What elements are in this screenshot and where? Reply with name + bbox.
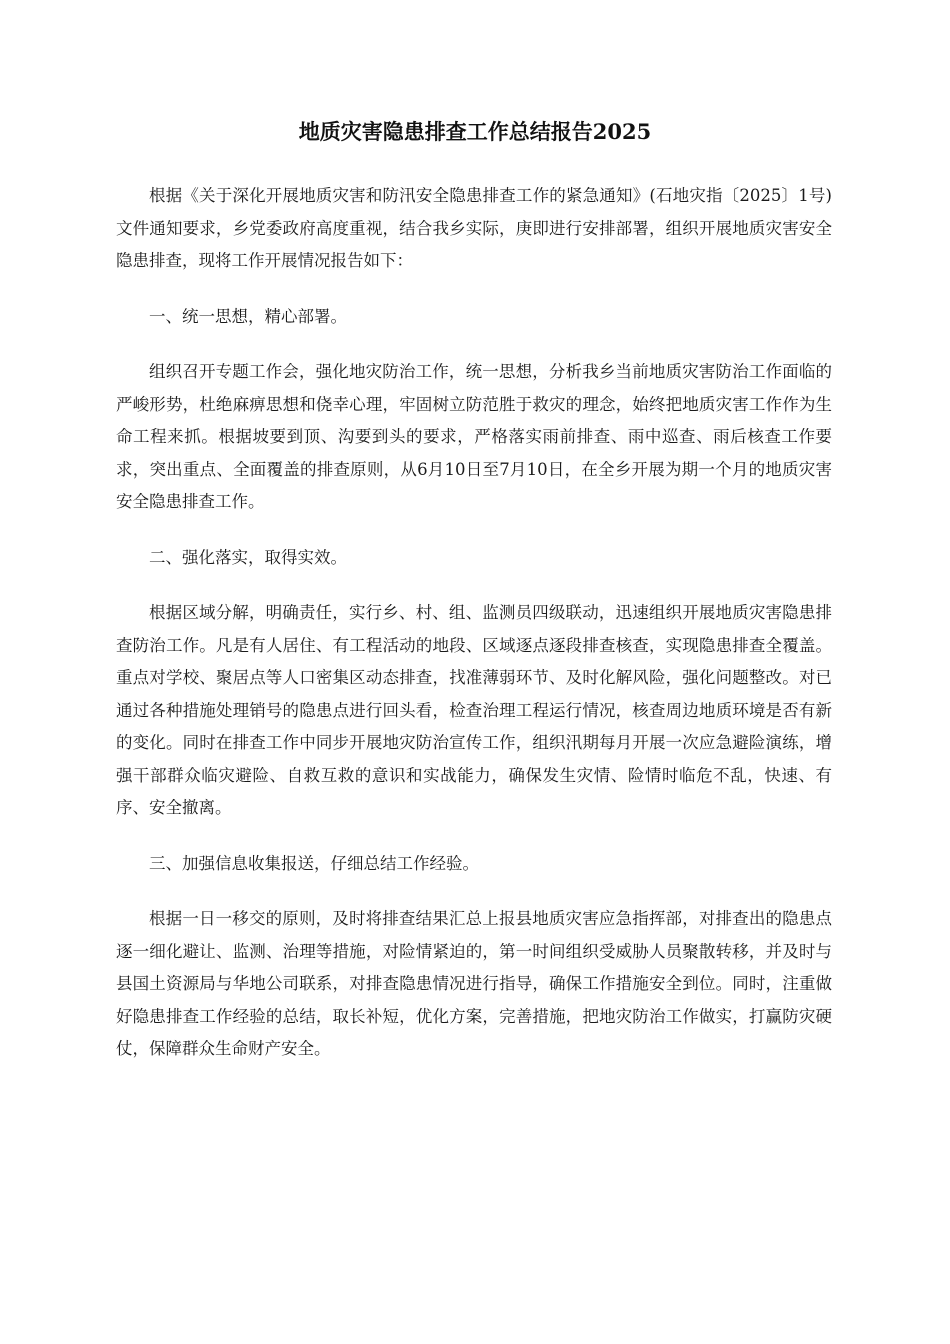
section-2-paragraph: 根据区域分解，明确责任，实行乡、村、组、监测员四级联动，迅速组织开展地质灾害隐患排查防治工作。凡是有人居住、有工程活动的地段、区域逐点逐段排查核查，实现隐患排查全覆盖。重点对学校、聚居点等人口密集区动态排查，找准薄弱环节、及时化解风险，强化问题整改。对已通过各种措施处理销号的隐患点进行回头看，检查治理工程运行情况，核查周边地质环境是否有新的变化。同时在排查工作中同步开展地灾防治宣传工作，组织汛期每月开展一次应急避险演练，增强干部群众临灾避险、自救互救的意识和实战能力，确保发生灾情、险情时临危不乱，快速、有序、安全撤离。 [116,603,832,817]
section-3-paragraph: 根据一日一移交的原则，及时将排查结果汇总上报县地质灾害应急指挥部，对排查出的隐患点逐一细化避让、监测、治理等措施，对险情紧迫的，第一时间组织受威胁人员聚散转移，并及时与县国土资源局与华地公司联系，对排查隐患情况进行指导，确保工作措施安全到位。同时，注重做好隐患排查工作经验的总结，取长补短，优化方案，完善措施，把地灾防治工作做实，打赢防灾硬仗，保障群众生命财产安全。 [116,909,832,1058]
section-2-heading: 二、强化落实，取得实效。 [149,547,347,567]
section-3-heading: 三、加强信息收集报送，仔细总结工作经验。 [149,853,479,873]
section-1-paragraph: 组织召开专题工作会，强化地灾防治工作，统一思想，分析我乡当前地质灾害防治工作面临的严峻形势，杜绝麻痹思想和侥幸心理，牢固树立防范胜于救灾的理念，始终把地质灾害工作作为生命工程来抓。根据坡要到顶、沟要到头的要求，严格落实雨前排查、雨中巡查、雨后核查工作要求，突出重点、全面覆盖的排查原则，从6月10日至7月10日，在全乡开展为期一个月的地质灾害安全隐患排查工作。 [116,362,832,511]
intro-paragraph: 根据《关于深化开展地质灾害和防汛安全隐患排查工作的紧急通知》(石地灾指〔2025〕1号)文件通知要求，乡党委政府高度重视，结合我乡实际，庚即进行安排部署，组织开展地质灾害安全隐患排查，现将工作开展情况报告如下： [116,186,832,270]
document-body [116,180,832,1089]
document-title: 地质灾害隐患排查工作总结报告2025 [298,119,652,144]
section-1-heading: 一、统一思想，精心部署。 [149,306,347,326]
